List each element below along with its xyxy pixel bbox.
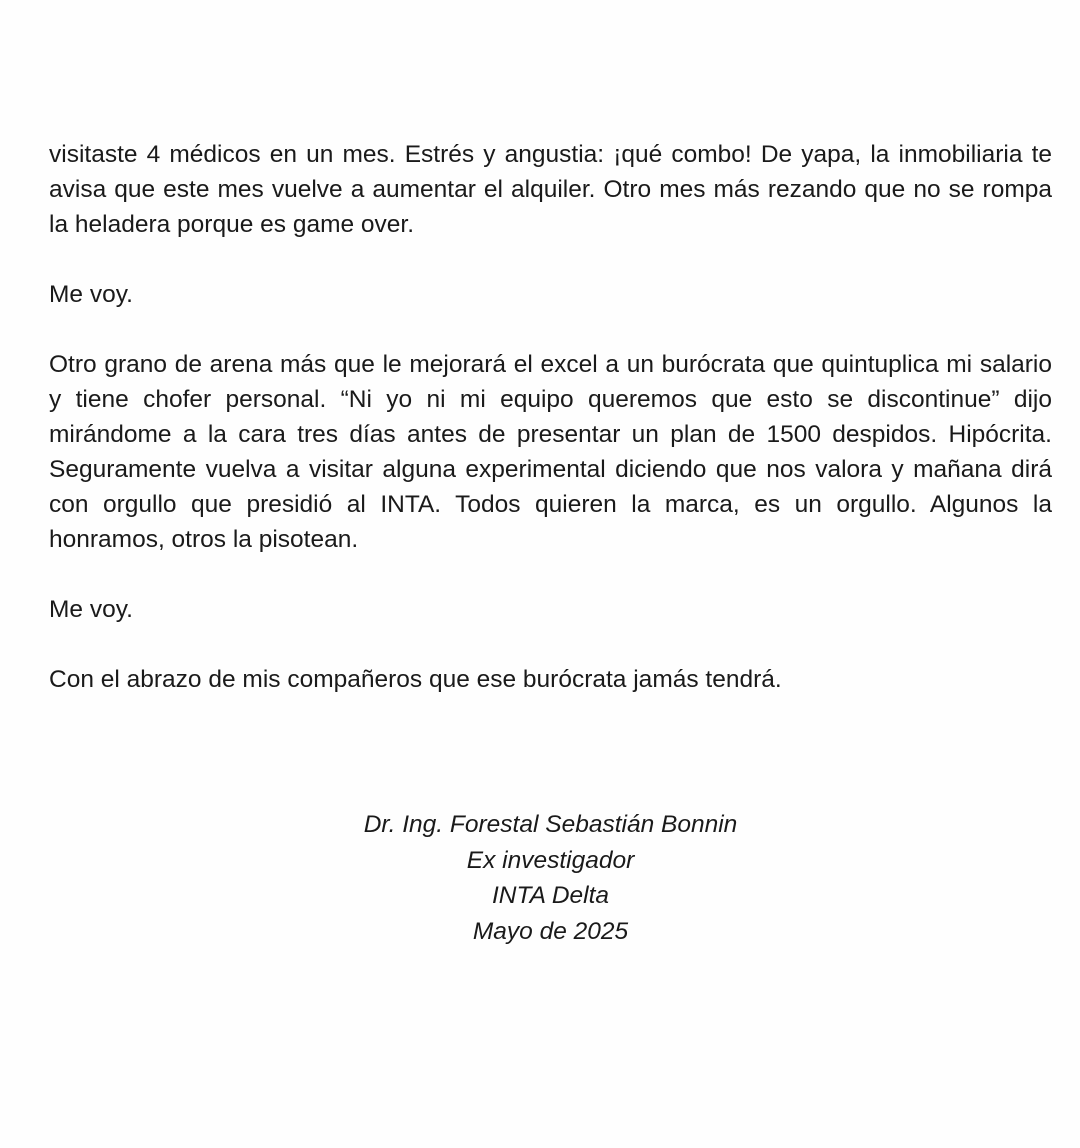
paragraph-expenses: visitaste 4 médicos en un mes. Estrés y angustia: ¡qué combo! De yapa, la inmobiliaria te avisa que este mes vuelve a aumentar el alquiler. Otro mes más rezando que no se rompa la heladera porque es game over. — [49, 141, 1052, 238]
signature-role: Ex investigador — [466, 846, 635, 874]
paragraph-spacer — [49, 312, 1052, 347]
letter-body — [49, 137, 1052, 697]
paragraph-spacer — [49, 627, 1052, 662]
signature-institution: INTA Delta — [491, 882, 610, 909]
signature-name: Dr. Ing. Forestal Sebastián Bonnin — [363, 811, 738, 838]
paragraph-closing: Con el abrazo de mis compañeros que ese burócrata jamás tendrá. — [49, 666, 782, 693]
signature-block — [49, 807, 1052, 949]
signature-date: Mayo de 2025 — [472, 917, 629, 945]
paragraph-spacer — [49, 557, 1052, 592]
paragraph-bureaucrat: Otro grano de arena más que le mejorará el excel a un burócrata que quintuplica mi salario y tiene chofer personal. “Ni yo ni mi equipo queremos que esto se discontinue” dijo mirándome a la cara tres días antes de presentar un plan de 1500 despidos. Hipócrita. Seguramente vuelva a visitar alguna experimental diciendo que nos valora y mañana dirá con orgullo que presidió al INTA. Todos quieren la marca, es un orgullo. Algunos la honramos, otros la pisotean. — [49, 351, 1052, 553]
paragraph-me-voy-2: Me voy. — [49, 596, 133, 623]
paragraph-spacer — [49, 242, 1052, 277]
paragraph-me-voy-1: Me voy. — [49, 281, 133, 308]
